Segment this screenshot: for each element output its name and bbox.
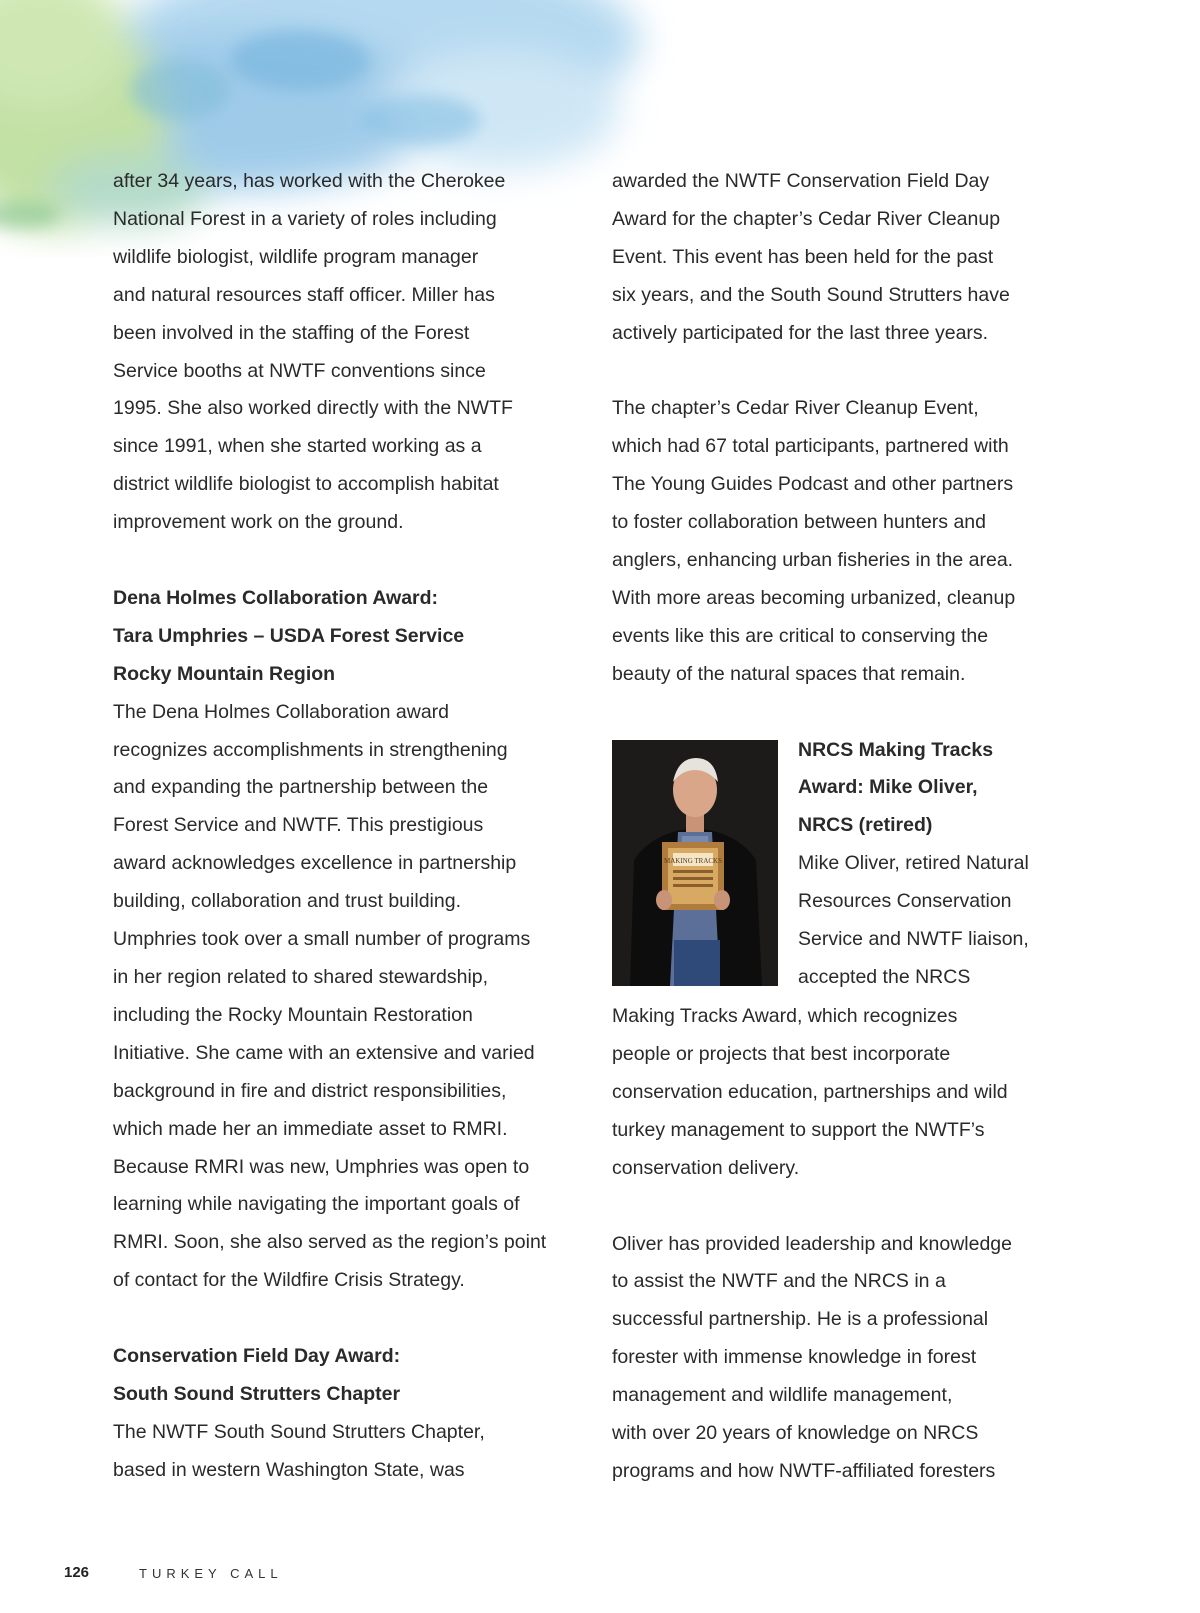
- paragraph-south-sound-strutters: The NWTF South Sound Strutters Chapter, based in western Washington State, was: [113, 1420, 485, 1481]
- magazine-title: TURKEY CALL: [139, 1566, 283, 1581]
- svg-text:MAKING TRACKS: MAKING TRACKS: [663, 856, 723, 865]
- heading-dena-holmes-award: Dena Holmes Collaboration Award: Tara Umphries – USDA Forest Service Rocky Mountain Region: [113, 586, 465, 685]
- paragraph-field-day-continued: awarded the NWTF Conservation Field Day Award for the chapter’s Cedar River Cleanup Event. This event has been held for the past six years, and the South Sound Strutters have actively participated for the last three years.: [612, 170, 1010, 344]
- mike-oliver-photo: [612, 740, 778, 986]
- man-with-plaque-illustration: [612, 740, 778, 986]
- heading-making-tracks-award: NRCS Making Tracks Award: Mike Oliver, NRCS (retired): [798, 738, 994, 837]
- paragraph-umphries: The Dena Holmes Collaboration award recognizes accomplishments in strengthening and expanding the partnership between the Forest Service and NWTF. This prestigious award acknowledges excellence in partnership building, collaboration and trust building. Umphries took over a small number of programs in her region related to shared stewardship, including the Rocky Mountain Restoration Initiative. She came with an extensive and varied background in fire and district responsibilities, which made her an immediate asset to RMRI. Because RMRI was new, Umphries was open to learning while navigating the important goals of RMRI. Soon, she also served as the region’s point of contact for the Wildfire Crisis Strategy.: [113, 700, 547, 1292]
- paragraph-miller-bio: after 34 years, has worked with the Cherokee National Forest in a variety of roles including wildlife biologist, wildlife program manager and natural resources staff officer. Miller has been involved in the staffing of the Forest Service booths at NWTF conventions since 1995. She also worked directly with the NWTF since 1991, when she started working as a district wildlife biologist to accomplish habitat improvement work on the ground.: [113, 170, 513, 534]
- paragraph-cedar-river-cleanup: The chapter’s Cedar River Cleanup Event, which had 67 total participants, partnered with The Young Guides Podcast and other partners to foster collaboration between hunters and anglers, enhancing urban fisheries in the area. With more areas becoming urbanized, cleanup events like this are critical to conserving the beauty of the natural spaces that remain.: [612, 397, 1016, 685]
- making-tracks-block: [612, 732, 1072, 996]
- left-column: [113, 163, 563, 1490]
- paragraph-oliver-intro-cont: Making Tracks Award, which recognizes people or projects that best incorporate conservation education, partnerships and wild turkey management to support the NWTF’s conservation delivery.: [612, 1005, 1008, 1179]
- heading-conservation-field-day-award: Conservation Field Day Award: South Sound Strutters Chapter: [113, 1345, 401, 1405]
- paragraph-oliver-leadership: Oliver has provided leadership and knowledge to assist the NWTF and the NRCS in a successful partnership. He is a professional forester with immense knowledge in forest management and wildlife management, with over 20 years of knowledge on NRCS programs and how NWTF-affiliated foresters: [612, 1232, 1012, 1483]
- paragraph-oliver-intro: Mike Oliver, retired Natural Resources Conservation Service and NWTF liaison, accepted the NRCS: [798, 852, 1029, 988]
- right-column: [612, 163, 1072, 1491]
- making-tracks-text: [798, 732, 1068, 997]
- page-number: 126: [64, 1564, 90, 1581]
